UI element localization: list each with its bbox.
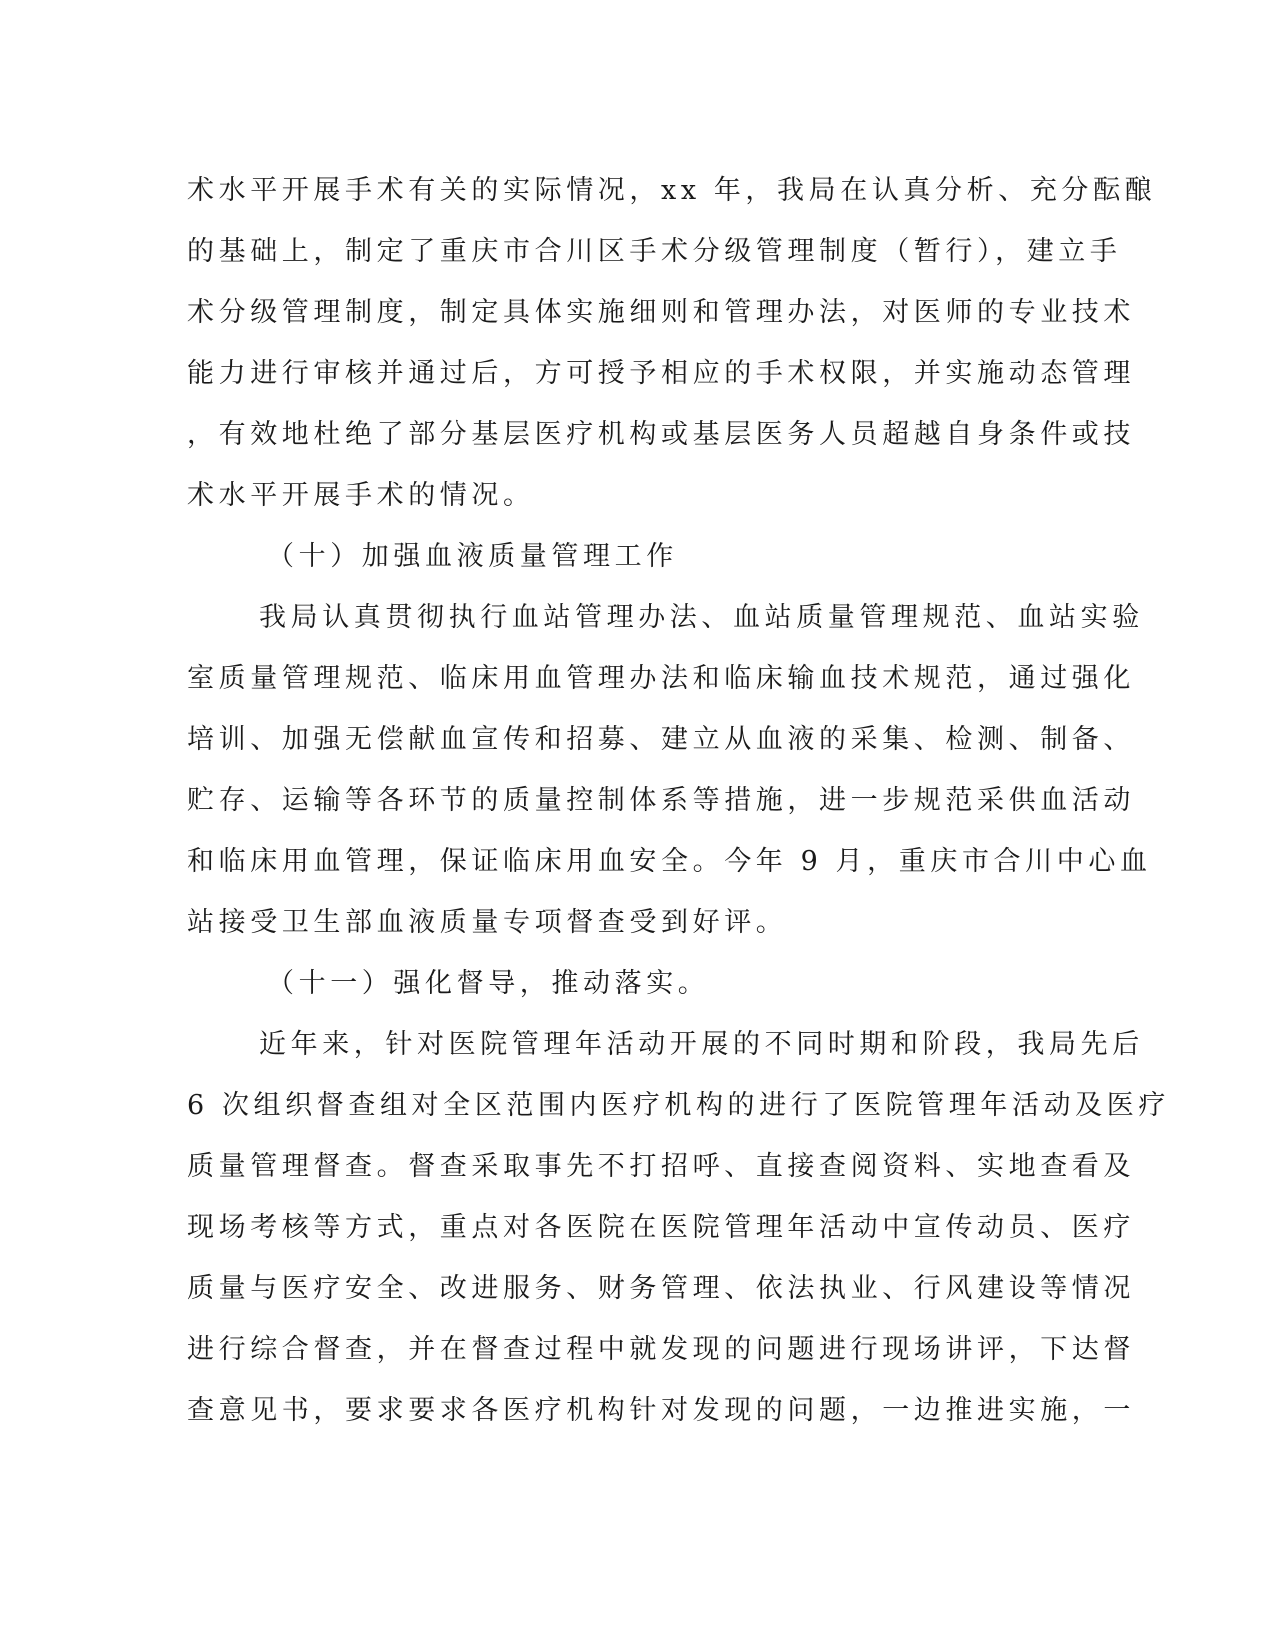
body-line: 术水平开展手术的情况。 — [187, 480, 535, 511]
section-heading-11: （十一）强化督导，推动落实。 — [267, 968, 710, 999]
body-line: 和临床用血管理，保证临床用血安全。今年 9 月，重庆市合川中心血 — [187, 846, 1152, 877]
body-line: 能力进行审核并通过后，方可授予相应的手术权限，并实施动态管理 — [187, 358, 1135, 389]
paragraph-first-line: 近年来，针对医院管理年活动开展的不同时期和阶段，我局先后 — [259, 1029, 1144, 1060]
document-body — [187, 160, 1170, 1441]
body-line: 查意见书，要求要求各医疗机构针对发现的问题，一边推进实施，一 — [187, 1395, 1135, 1426]
body-line: 质量管理督查。督查采取事先不打招呼、直接查阅资料、实地查看及 — [187, 1151, 1135, 1182]
body-line: 贮存、运输等各环节的质量控制体系等措施，进一步规范采供血活动 — [187, 785, 1135, 816]
body-line: 现场考核等方式，重点对各医院在医院管理年活动中宣传动员、医疗 — [187, 1212, 1135, 1243]
body-line: 进行综合督查，并在督查过程中就发现的问题进行现场讲评，下达督 — [187, 1334, 1135, 1365]
section-heading-10: （十）加强血液质量管理工作 — [267, 541, 678, 572]
body-line: 室质量管理规范、临床用血管理办法和临床输血技术规范，通过强化 — [187, 663, 1135, 694]
body-line: 的基础上，制定了重庆市合川区手术分级管理制度（暂行），建立手 — [187, 236, 1122, 267]
body-line: 质量与医疗安全、改进服务、财务管理、依法执业、行风建设等情况 — [187, 1273, 1135, 1304]
body-line: 培训、加强无偿献血宣传和招募、建立从血液的采集、检测、制备、 — [187, 724, 1135, 755]
paragraph-first-line: 我局认真贯彻执行血站管理办法、血站质量管理规范、血站实验 — [259, 602, 1144, 633]
body-line: 站接受卫生部血液质量专项督查受到好评。 — [187, 907, 788, 938]
body-line: 术水平开展手术有关的实际情况，xx 年，我局在认真分析、充分酝酿 — [187, 175, 1157, 206]
body-line: 术分级管理制度，制定具体实施细则和管理办法，对医师的专业技术 — [187, 297, 1135, 328]
body-line: 6 次组织督查组对全区范围内医疗机构的进行了医院管理年活动及医疗 — [187, 1090, 1170, 1121]
body-line: ，有效地杜绝了部分基层医疗机构或基层医务人员超越自身条件或技 — [187, 419, 1135, 450]
